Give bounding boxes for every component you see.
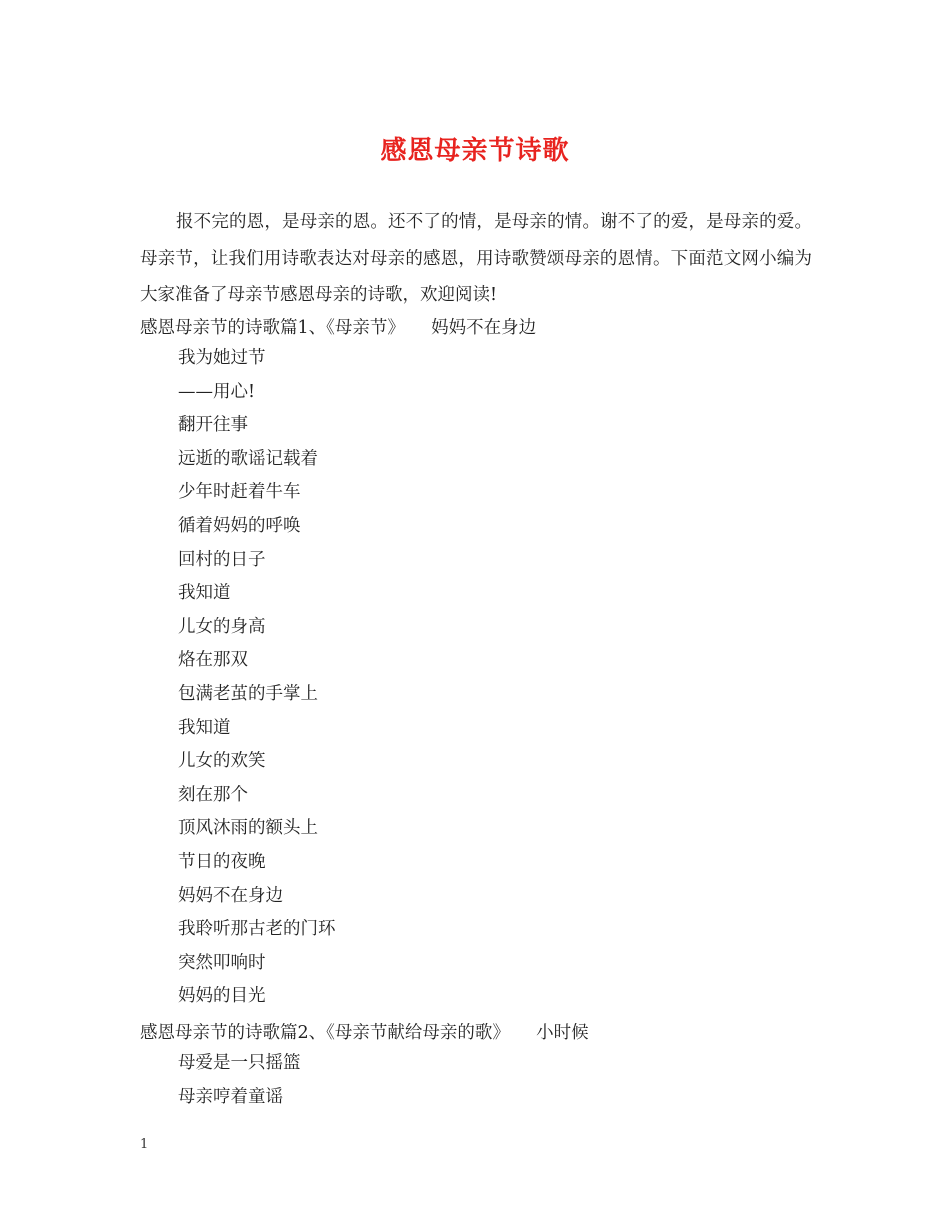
poem-line: 我知道 [178,717,231,738]
poem-line: 我为她过节 [178,348,266,368]
poem-line: 回村的日子 [178,549,266,570]
poem-line: 刻在那个 [178,784,248,805]
poem-line: 母亲哼着童谣 [178,1086,283,1107]
poem-line: 儿女的身高 [178,616,266,637]
poem-2 [178,1047,301,1114]
poem-line: 循着妈妈的呼唤 [178,515,301,536]
poem-line: 母爱是一只摇篮 [178,1053,301,1073]
poem-1 [178,342,336,1014]
poem-line: 烙在那双 [178,650,248,671]
poem-line: 我知道 [178,583,231,604]
poem-line: 少年时赶着牛车 [178,482,301,503]
poem-line: 妈妈的目光 [178,986,266,1007]
poem-line: 节日的夜晚 [178,851,266,872]
poem-line: ——用心! [178,381,256,402]
document-title: 感恩母亲节诗歌 [380,136,570,166]
page-number: 1 [140,1137,149,1152]
poem-line: 顶风沐雨的额头上 [178,818,318,839]
intro-paragraph: 报不完的恩，是母亲的恩。还不了的情，是母亲的情。谢不了的爱，是母亲的爱。母亲节，让我们用诗歌表达对母亲的感恩，用诗歌赞颂母亲的恩情。下面范文网小编为大家准备了母亲节感恩母亲的诗歌，欢迎阅读! [140,212,812,305]
poem-line: 突然叩响时 [178,952,266,973]
poem-line: 妈妈不在身边 [178,885,283,906]
poem-line: 包满老茧的手掌上 [178,683,318,704]
poem-line: 我聆听那古老的门环 [178,919,336,940]
section-heading-2: 感恩母亲节的诗歌篇2、《母亲节献给母亲的歌》 小时候 [140,1023,589,1043]
poem-line: 远逝的歌谣记载着 [178,448,318,469]
poem-line: 儿女的欢笑 [178,751,266,772]
poem-line: 翻开往事 [178,415,248,436]
section-heading-1: 感恩母亲节的诗歌篇1、《母亲节》 妈妈不在身边 [140,318,537,338]
